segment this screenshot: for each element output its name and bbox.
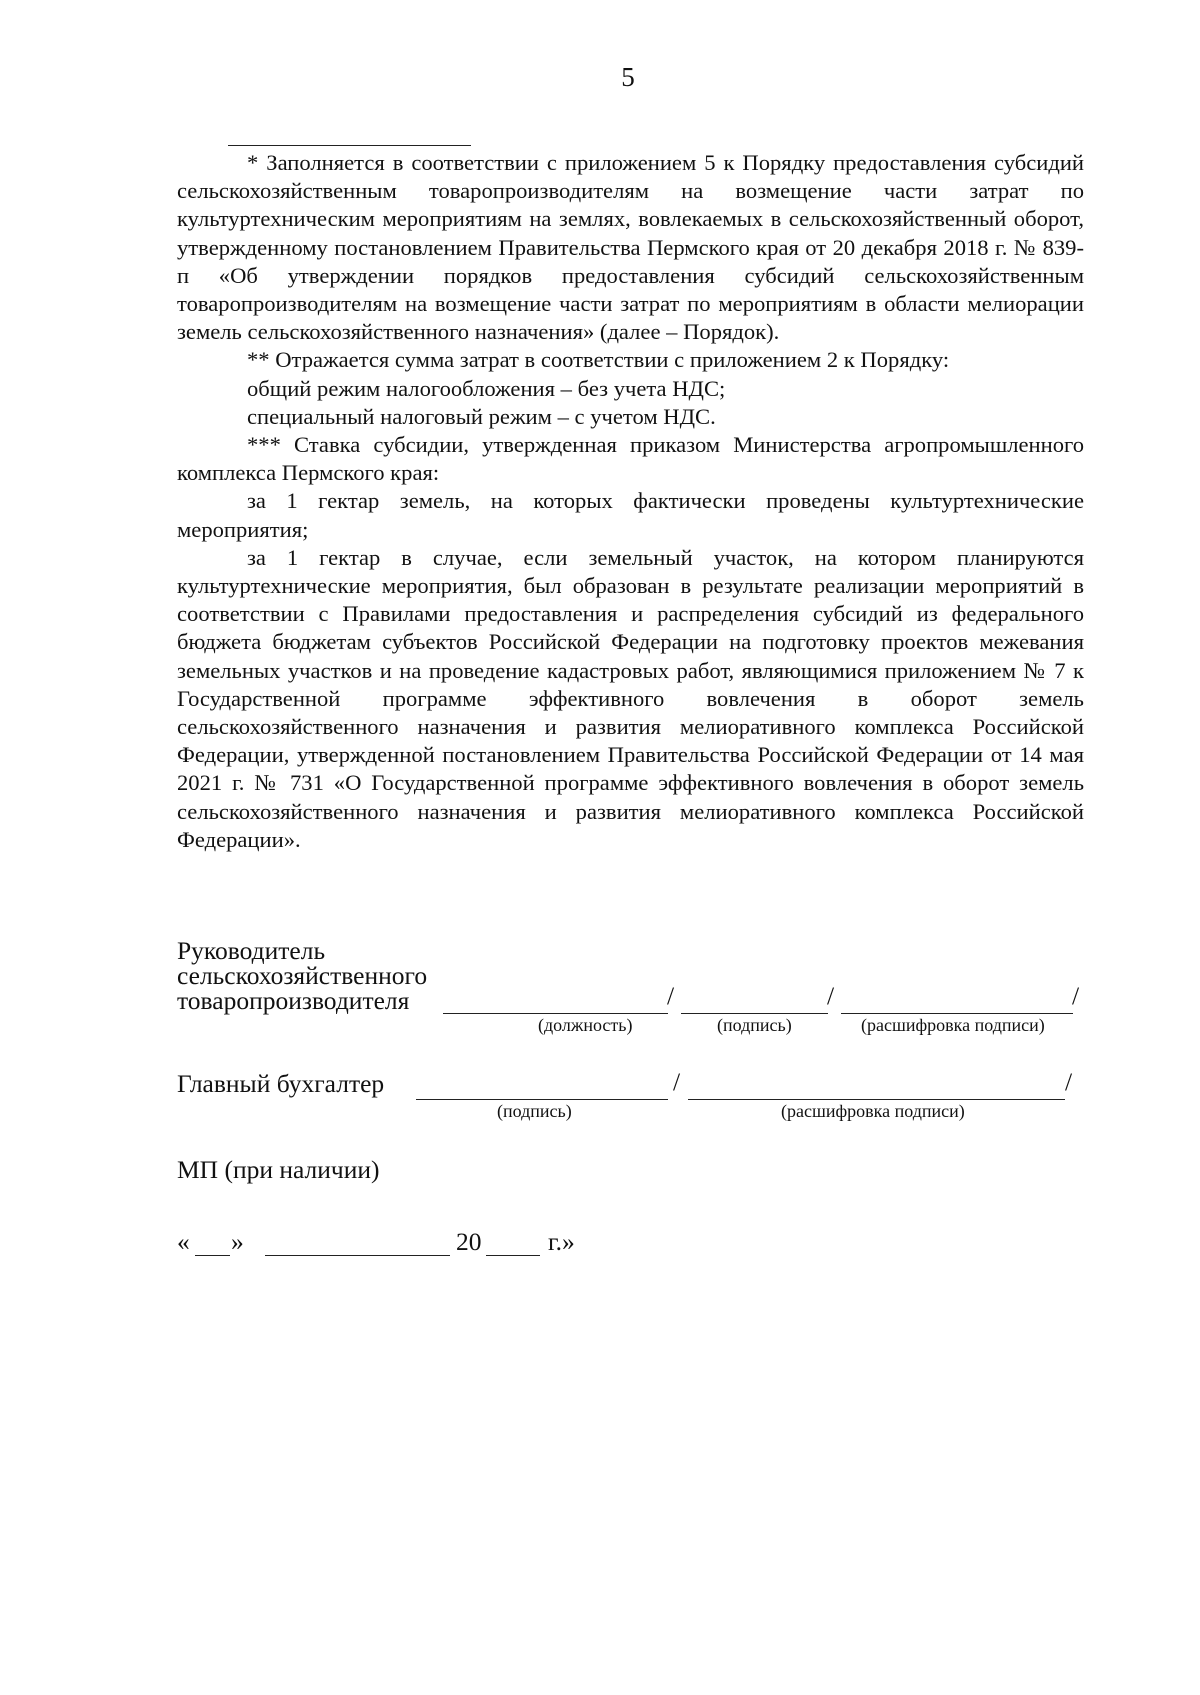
- accountant-label: Главный бухгалтер: [177, 1069, 385, 1098]
- footnote-2: ** Отражается сумма затрат в соответствии с приложением 2 к Порядку:: [247, 347, 950, 373]
- date-day-line[interactable]: [195, 1255, 230, 1256]
- head-hint-position: (должность): [538, 1015, 633, 1035]
- footnote-3: *** Ставка субсидии, утвержденная приказом Министерства агропромышленного комплекса Пермского края:: [177, 432, 1084, 486]
- date-close-quote: »: [231, 1227, 244, 1256]
- head-signature-line[interactable]: [681, 1013, 828, 1014]
- date-year-suffix: г.»: [548, 1227, 575, 1256]
- head-hint-decoding: (расшифровка подписи): [861, 1015, 1045, 1035]
- slash-4: /: [673, 1067, 681, 1096]
- footnote-2-item-2: специальный налоговый режим – с учетом НДС.: [247, 403, 716, 429]
- footnote-1: * Заполняется в соответствии с приложением 5 к Порядку предоставления субсидий сельскохозяйственным товаропроизводителям на возмещение части затрат по культуртехническим мероприятиям на землях, вовлекаемых в сельскохозяйственный оборот, утвержденному постановлением Правительства Пермского края от 20 декабря 2018 г. № 839-п «Об утверждении порядков предоставления субсидий сельскохозяйственным товаропроизводителям на возмещение части затрат по мероприятиям в области мелиорации земель сельскохозяйственного назначения» (далее – Порядок).: [177, 150, 1084, 345]
- head-position-line[interactable]: [443, 1013, 668, 1014]
- footnotes-block: [177, 149, 1084, 854]
- head-title-line1: Руководитель: [177, 936, 326, 965]
- footnote-separator: [228, 145, 471, 146]
- slash-1: /: [667, 981, 675, 1010]
- head-hint-signature: (подпись): [717, 1015, 792, 1035]
- date-year-line[interactable]: [486, 1255, 540, 1256]
- head-decoding-line[interactable]: [841, 1013, 1073, 1014]
- accountant-hint-decoding: (расшифровка подписи): [781, 1101, 965, 1121]
- head-title-line2: сельскохозяйственного: [177, 961, 428, 990]
- date-month-line[interactable]: [265, 1255, 450, 1256]
- date-open-quote: «: [177, 1227, 190, 1256]
- footnote-3-item-2: за 1 гектар в случае, если земельный участок, на котором планируются культуртехнические мероприятия, был образован в результате реализации мероприятий в соответствии с Правилами предоставления и распределения субсидий из федерального бюджета бюджетам субъектов Российской Федерации на подготовку проектов межевания земельных участков и на проведение кадастровых работ, являющимися приложением № 7 к Государственной программе эффективного вовлечения в оборот земель сельскохозяйственного назначения и развития мелиоративного комплекса Российской Федерации, утвержденной постановлением Правительства Российской Федерации от 14 мая 2021 г. № 731 «О Государственной программе эффективного вовлечения в оборот земель сельскохозяйственного назначения и развития мелиоративного комплекса Российской Федерации».: [177, 544, 1084, 852]
- slash-5: /: [1065, 1067, 1073, 1096]
- footnote-2-item-1: общий режим налогообложения – без учета НДС;: [247, 375, 726, 401]
- accountant-decoding-line[interactable]: [688, 1099, 1065, 1100]
- slash-2: /: [827, 981, 835, 1010]
- head-title-line3: товаропроизводителя: [177, 986, 410, 1015]
- accountant-hint-signature: (подпись): [497, 1101, 572, 1121]
- page-number: 5: [621, 62, 635, 92]
- slash-3: /: [1072, 981, 1080, 1010]
- footnote-3-item-1: за 1 гектар земель, на которых фактически проведены культуртехнические мероприятия;: [177, 488, 1084, 542]
- stamp-label: МП (при наличии): [177, 1155, 380, 1184]
- accountant-signature-line[interactable]: [416, 1099, 668, 1100]
- date-year-prefix: 20: [456, 1227, 482, 1256]
